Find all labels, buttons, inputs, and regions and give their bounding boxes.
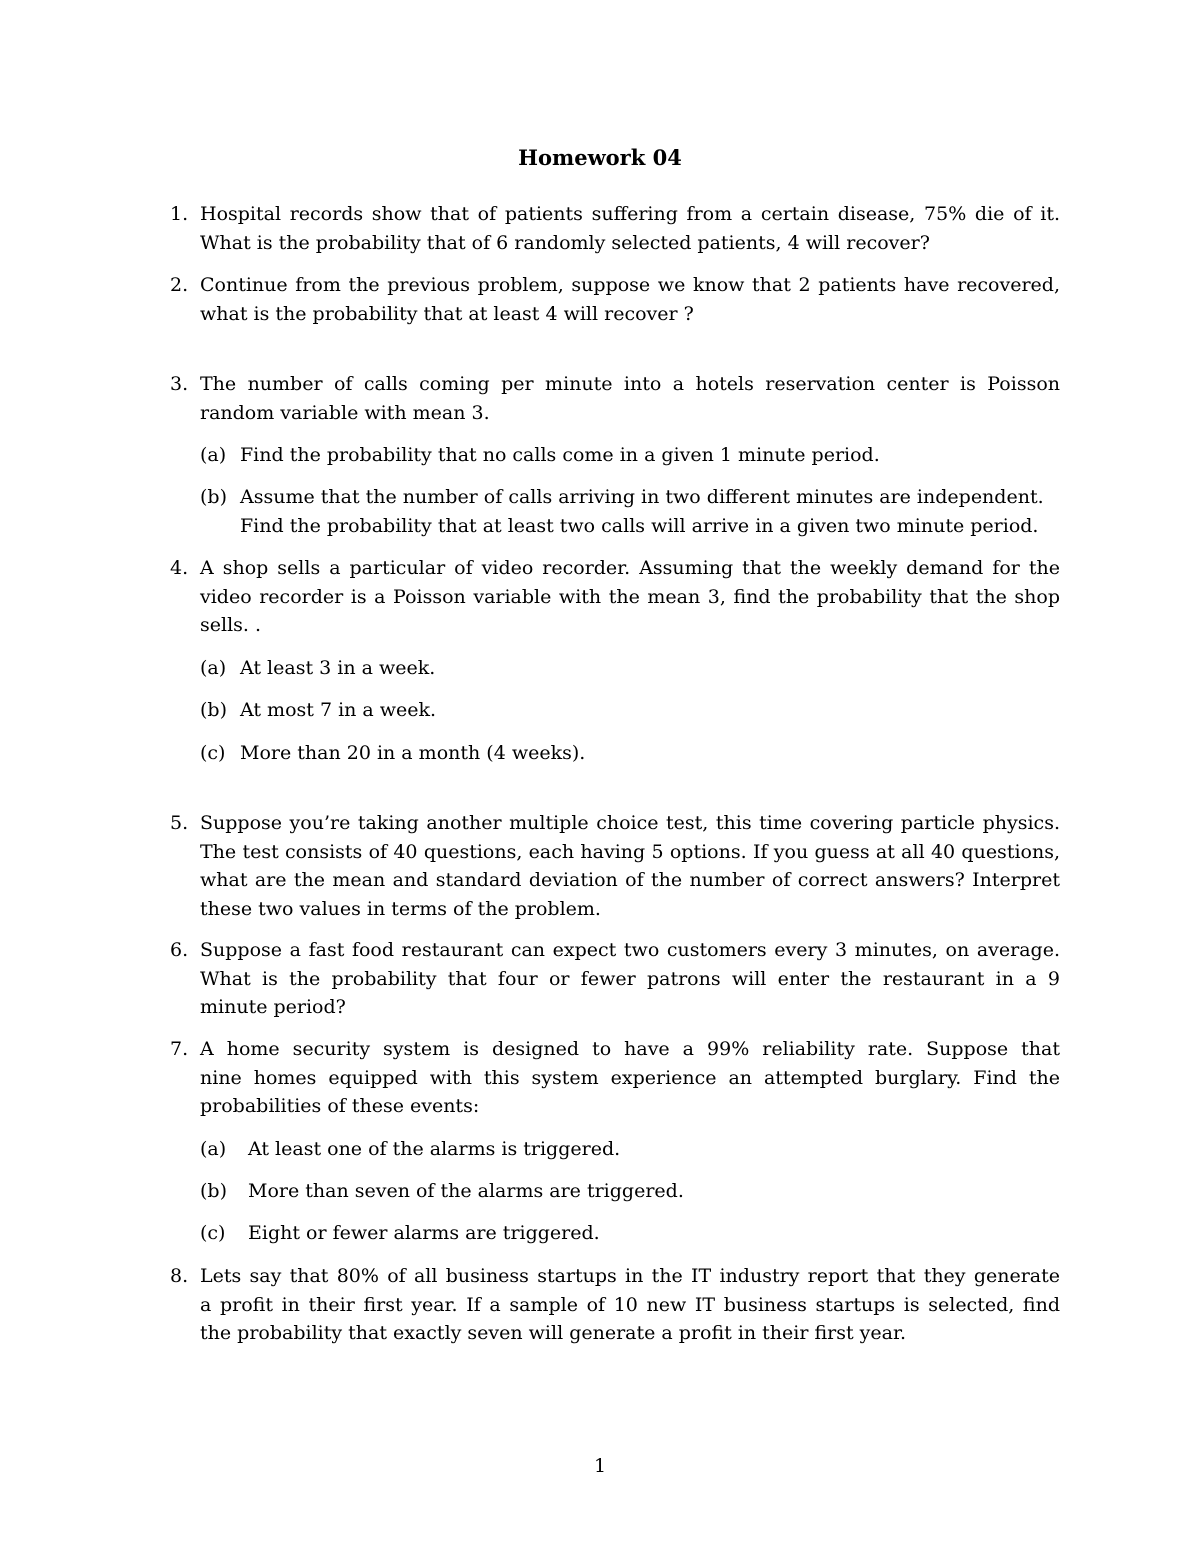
part-line: More than seven of the alarms are triggered. xyxy=(248,1180,684,1202)
problem-4-part-b xyxy=(200,696,1060,725)
part-line: More than 20 in a month (4 weeks). xyxy=(240,742,586,764)
problem-number: 3. xyxy=(170,373,189,395)
problem-text xyxy=(200,809,1060,923)
problem-line: random variable with mean 3. xyxy=(200,401,490,424)
part-label: (b) xyxy=(200,699,227,721)
part-line: Find the probability that no calls come in a given 1 minute period. xyxy=(240,444,880,466)
problem-7-part-c xyxy=(200,1219,1060,1248)
problem-8 xyxy=(170,1262,1060,1348)
document-title: Homework 04 xyxy=(518,145,682,170)
problem-3 xyxy=(170,370,1060,427)
part-label: (a) xyxy=(200,1138,227,1160)
problem-4-part-c xyxy=(200,739,1060,768)
problem-line: The number of calls coming per minute into a hotels reservation center is Poisson xyxy=(200,373,1060,395)
part-text xyxy=(240,441,1060,470)
problem-line: minute period? xyxy=(200,996,346,1018)
part-line: Assume that the number of calls arriving in two different minutes are independent. xyxy=(240,486,1044,508)
problem-text xyxy=(200,1035,1060,1121)
problem-line: The test consists of 40 questions, each having 5 options. If you guess at all 40 questions, xyxy=(200,840,1060,863)
problem-3-part-a xyxy=(200,441,1060,470)
problem-text xyxy=(200,200,1060,257)
problem-line: A shop sells a particular of video recorder. Assuming that the weekly demand for the xyxy=(200,557,1060,579)
problem-text xyxy=(200,271,1060,328)
part-line: At most 7 in a week. xyxy=(240,699,437,721)
problem-text xyxy=(200,554,1060,640)
problem-number: 4. xyxy=(170,557,189,579)
problem-number: 5. xyxy=(170,812,189,834)
problem-text xyxy=(200,370,1060,427)
problem-7-part-a xyxy=(200,1135,1060,1164)
problem-3-part-b xyxy=(200,483,1060,540)
part-line: Eight or fewer alarms are triggered. xyxy=(248,1222,600,1244)
problem-text xyxy=(200,1262,1060,1348)
part-text xyxy=(240,483,1060,540)
problem-line: a profit in their first year. If a sample of 10 new IT business startups is selected, find xyxy=(200,1293,1060,1316)
problem-line: Lets say that 80% of all business startups in the IT industry report that they generate xyxy=(200,1265,1060,1287)
problem-4-part-a xyxy=(200,654,1060,683)
problem-line: What is the probability that four or fewer patrons will enter the restaurant in a 9 xyxy=(200,967,1060,990)
problem-number: 1. xyxy=(170,203,189,225)
problem-line: sells. . xyxy=(200,614,262,636)
part-label: (c) xyxy=(200,742,226,764)
problem-line: What is the probability that of 6 randomly selected patients, 4 will recover? xyxy=(200,231,930,254)
problem-5 xyxy=(170,809,1060,923)
part-label: (a) xyxy=(200,657,227,679)
part-text xyxy=(248,1219,1060,1248)
problem-number: 2. xyxy=(170,274,189,296)
part-line: Find the probability that at least two calls will arrive in a given two minute period. xyxy=(240,514,1039,537)
problem-line: the probability that exactly seven will generate a profit in their first year. xyxy=(200,1322,907,1344)
part-line: At least 3 in a week. xyxy=(240,657,436,679)
problem-line: Suppose you’re taking another multiple choice test, this time covering particle physics. xyxy=(200,812,1060,834)
part-text xyxy=(248,1177,1060,1206)
problem-number: 7. xyxy=(170,1038,189,1060)
problem-line: A home security system is designed to have a 99% reliability rate. Suppose that xyxy=(200,1038,1060,1060)
problem-line: what are the mean and standard deviation of the number of correct answers? Interpret xyxy=(200,869,1060,891)
problem-line: video recorder is a Poisson variable with the mean 3, find the probability that the shop xyxy=(200,585,1060,608)
problem-1 xyxy=(170,200,1060,257)
part-label: (b) xyxy=(200,486,227,508)
part-label: (b) xyxy=(200,1180,227,1202)
part-text xyxy=(248,1135,1060,1164)
page-number: 1 xyxy=(593,1455,607,1477)
problem-line: Continue from the previous problem, suppose we know that 2 patients have recovered, xyxy=(200,274,1060,296)
problem-6 xyxy=(170,936,1060,1022)
problem-text xyxy=(200,936,1060,1022)
problem-line: these two values in terms of the problem. xyxy=(200,897,601,920)
problem-line: Suppose a fast food restaurant can expect two customers every 3 minutes, on average. xyxy=(200,939,1060,961)
problem-7 xyxy=(170,1035,1060,1121)
part-text xyxy=(240,654,1060,683)
part-text xyxy=(240,739,1060,768)
part-label: (c) xyxy=(200,1222,226,1244)
problem-number: 6. xyxy=(170,939,189,961)
problem-number: 8. xyxy=(170,1265,189,1287)
part-text xyxy=(240,696,1060,725)
problem-7-part-b xyxy=(200,1177,1060,1206)
problem-line: what is the probability that at least 4 will recover ? xyxy=(200,302,694,325)
problem-4 xyxy=(170,554,1060,640)
problem-line: nine homes equipped with this system experience an attempted burglary. Find the xyxy=(200,1066,1060,1089)
problem-line: Hospital records show that of patients suffering from a certain disease, 75% die of it. xyxy=(200,203,1060,225)
part-line: At least one of the alarms is triggered. xyxy=(248,1138,621,1160)
problem-2 xyxy=(170,271,1060,328)
part-label: (a) xyxy=(200,444,227,466)
problem-line: probabilities of these events: xyxy=(200,1095,480,1117)
